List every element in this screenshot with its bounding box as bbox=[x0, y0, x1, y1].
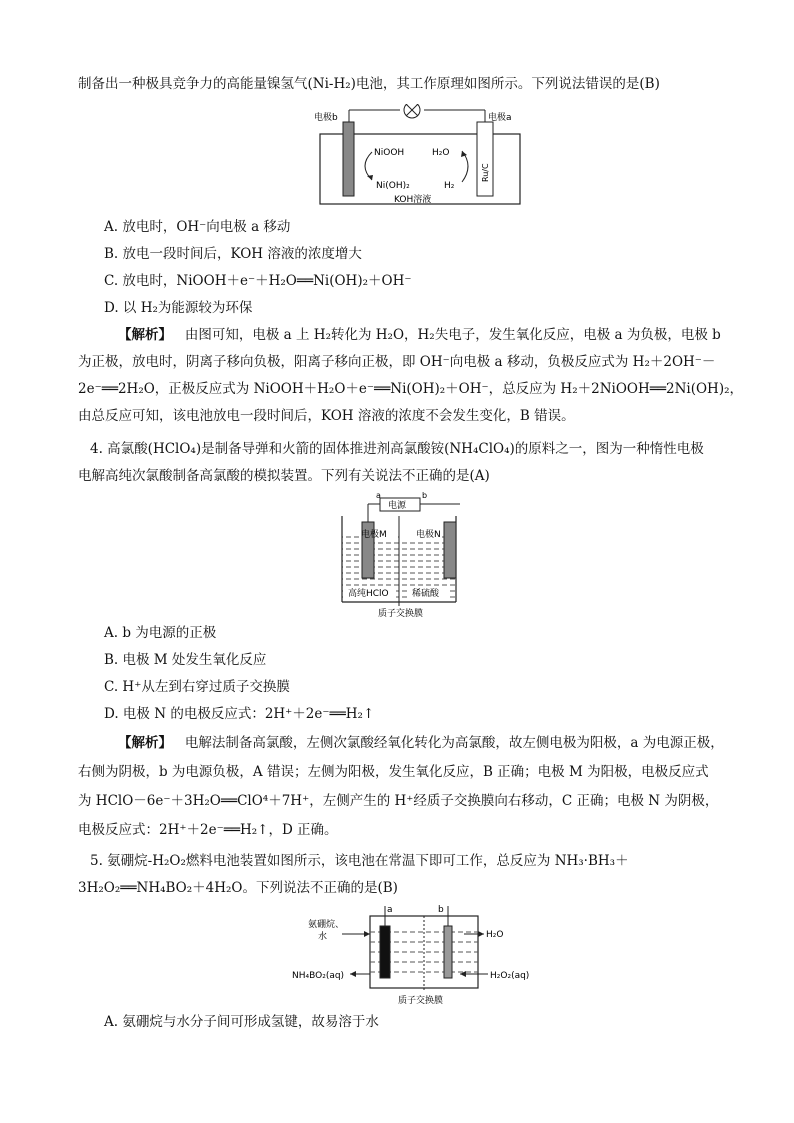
q3-nioh2-label: Ni(OH)₂ bbox=[376, 181, 410, 191]
q4-option-d: D. 电极 N 的电极反应式：2H⁺＋2e⁻══H₂↑ bbox=[104, 706, 375, 722]
q5-output-right: H₂O bbox=[486, 930, 504, 940]
q3-solution-line-3: 2e⁻══2H₂O，正极反应式为 NiOOH＋H₂O＋e⁻══Ni(OH)₂＋OH⁻，总反应为 H₂＋2NiOOH══2Ni(OH)₂， bbox=[78, 381, 743, 397]
q5-stem-line-1: 5. 氨硼烷-H₂O₂燃料电池装置如图所示，该电池在常温下即可工作，总反应为 NH₃·BH₃＋ bbox=[90, 853, 629, 869]
q3-niooh-label: NiOOH bbox=[374, 148, 405, 158]
q5-electrode-a-label: a bbox=[387, 905, 393, 915]
q3-option-b: B. 放电一段时间后，KOH 溶液的浓度增大 bbox=[104, 246, 362, 262]
q4-stem-line-1: 4. 高氯酸(HClO₄)是制备导弹和火箭的固体推进剂高氯酸铵(NH₄ClO₄)的原料之一，图为一种惰性电极 bbox=[90, 441, 704, 457]
q5-input-right: H₂O₂(aq) bbox=[490, 971, 530, 981]
q3-solution-text-1: 由图可知，电极 a 上 H₂转化为 H₂O，H₂失电子，发生氧化反应，电极 a 为负极，电极 b bbox=[184, 327, 721, 343]
q4-solution-line-4: 电极反应式：2H⁺＋2e⁻══H₂↑，D 正确。 bbox=[78, 822, 338, 838]
q3-option-d: D. 以 H₂为能源较为环保 bbox=[104, 300, 253, 316]
q4-solution-line-2: 右侧为阴极，b 为电源负极，A 错误；左侧为阳极，发生氧化反应，B 正确；电极 M 为阳极，电极反应式 bbox=[78, 764, 709, 780]
nickel-hydrogen-battery-diagram bbox=[312, 104, 532, 210]
q3-h2-label: H₂ bbox=[444, 181, 455, 191]
q3-option-c: C. 放电时，NiOOH＋e⁻＋H₂O══Ni(OH)₂＋OH⁻ bbox=[104, 273, 412, 289]
electrode-a-black bbox=[380, 926, 390, 978]
q3-electrode-a-label: 电极a bbox=[488, 113, 512, 123]
q3-option-a: A. 放电时，OH⁻向电极 a 移动 bbox=[104, 219, 291, 235]
q4-stem-line-2: 电解高纯次氯酸制备高氯酸的模拟装置。下列有关说法不正确的是(A) bbox=[78, 468, 490, 484]
q3-solution-line-4: 由总反应可知，该电池放电一段时间后，KOH 溶液的浓度不会发生变化，B 错误。 bbox=[78, 408, 575, 424]
electrode-b-rect bbox=[343, 122, 354, 196]
q4-terminal-a: a bbox=[376, 492, 381, 500]
q3-solution-head: 【解析】 bbox=[118, 327, 172, 343]
q5-input-left-2: 水 bbox=[318, 932, 328, 942]
q4-left-solution-label: 高纯HClO bbox=[348, 589, 389, 599]
q4-solution-text-1: 电解法制备高氯酸，左侧次氯酸经氧化转化为高氯酸，故左侧电极为阳极，a 为电源正极， bbox=[184, 735, 724, 751]
q4-option-a: A. b 为电源的正极 bbox=[104, 625, 217, 641]
q5-stem-line-2: 3H₂O₂══NH₄BO₂＋4H₂O。下列说法不正确的是(B) bbox=[78, 880, 398, 896]
q4-solution-line-1 bbox=[118, 729, 766, 758]
fuel-cell-diagram bbox=[288, 902, 548, 1006]
q4-right-solution-label: 稀硫酸 bbox=[412, 589, 440, 599]
q4-option-c: C. H⁺从左到右穿过质子交换膜 bbox=[104, 679, 290, 695]
q3-stem: 制备出一种极具竞争力的高能量镍氢气(Ni-H₂)电池，其工作原理如图所示。下列说法错误的是(B) bbox=[78, 76, 660, 92]
q4-electrode-n-label: 电极N bbox=[416, 530, 441, 540]
q3-solution-line-2: 为正极，放电时，阴离子移向负极，阳离子移向正极，即 OH⁻向电极 a 移动，负极反应式为 H₂＋2OH⁻－ bbox=[78, 354, 716, 370]
q4-terminal-b: b bbox=[422, 492, 428, 500]
q4-solution-line-3: 为 HClO－6e⁻＋3H₂O══ClO⁴＋7H⁺，左侧产生的 H⁺经质子交换膜向右移动，C 正确；电极 N 为阴极， bbox=[78, 793, 719, 809]
q3-solution-label: KOH溶液 bbox=[394, 195, 432, 205]
q3-electrode-b-label: 电极b bbox=[314, 113, 338, 123]
q5-input-left-1: 氨硼烷、 bbox=[308, 920, 345, 930]
electrode-n-rect bbox=[444, 522, 456, 578]
q3-h2o-label: H₂O bbox=[432, 148, 450, 158]
q3-ruc-label: Ru/C bbox=[481, 163, 490, 182]
q5-option-a: A. 氨硼烷与水分子间可形成氢键，故易溶于水 bbox=[104, 1014, 379, 1030]
q4-option-b: B. 电极 M 处发生氧化反应 bbox=[104, 652, 267, 668]
q3-solution-line-1 bbox=[118, 321, 766, 350]
electrode-b-gray bbox=[444, 926, 452, 978]
electrode-a-rect bbox=[477, 122, 493, 196]
q5-electrode-b-label: b bbox=[438, 905, 444, 915]
q4-membrane-label: 质子交换膜 bbox=[378, 609, 424, 619]
q4-electrode-m-label: 电极M bbox=[361, 530, 387, 540]
q4-power-label: 电源 bbox=[388, 501, 407, 511]
q5-output-left: NH₄BO₂(aq) bbox=[292, 971, 345, 981]
q5-membrane-label: 质子交换膜 bbox=[398, 996, 444, 1006]
q4-solution-head: 【解析】 bbox=[118, 735, 172, 751]
electrolysis-cell-diagram bbox=[338, 492, 460, 620]
